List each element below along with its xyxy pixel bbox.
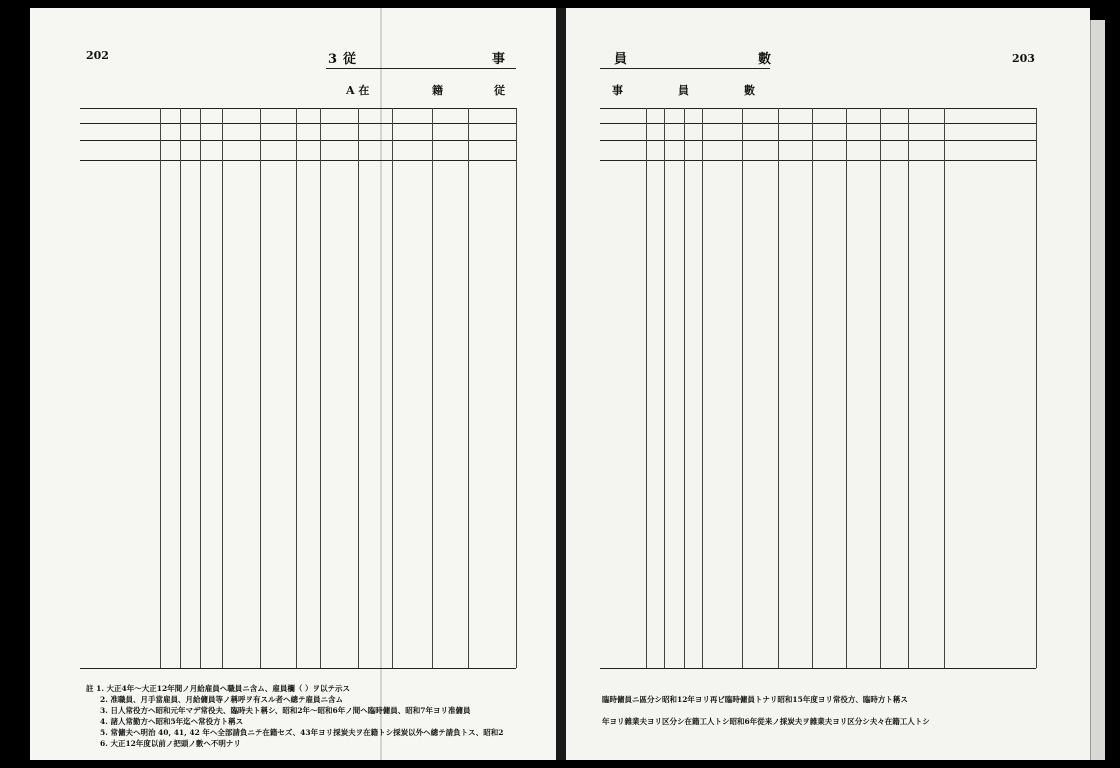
left-col-line-0: [160, 108, 161, 668]
right-col-line-11: [1036, 108, 1037, 668]
left-header-rule-0: [80, 108, 516, 109]
left-col-line-9: [432, 108, 433, 668]
right-col-line-5: [778, 108, 779, 668]
left-page: [30, 8, 556, 760]
left-subtitle-2: 籍: [432, 84, 443, 97]
right-subtitle-1: 事: [612, 84, 623, 97]
left-col-line-10: [468, 108, 469, 668]
right-title-char-2: 數: [758, 52, 773, 67]
page-edge: [1090, 20, 1105, 760]
left-col-line-11: [516, 108, 517, 668]
right-col-line-3: [702, 108, 703, 668]
scan-artifact-line: [380, 8, 382, 760]
right-title-char-1: 員: [614, 52, 629, 67]
right-col-line-2: [684, 108, 685, 668]
left-title-char-1: 従: [343, 52, 358, 67]
left-title-char-2: 事: [492, 52, 507, 67]
right-col-line-7: [846, 108, 847, 668]
left-col-line-2: [200, 108, 201, 668]
left-bottom-rule: [80, 668, 516, 669]
left-subtitle-1: A 在: [346, 84, 370, 97]
right-col-line-6: [812, 108, 813, 668]
left-note-4: 4. 諸人常勤方ヘ昭和5年迄ヘ常役方ト稱ス: [100, 717, 244, 726]
left-col-line-5: [296, 108, 297, 668]
right-page-number: 203: [1012, 52, 1035, 65]
left-note-6: 6. 大正12年度以前ノ把頭ノ數ヘ不明ナリ: [100, 739, 241, 748]
right-header-rule-2: [600, 140, 1036, 141]
left-header-rule-2: [80, 140, 516, 141]
right-col-line-1: [664, 108, 665, 668]
left-subtitle-3: 従: [494, 84, 505, 97]
left-note-1: 註 1. 大正4年～大正12年間ノ月給雇員ヘ職員ニ含ム、雇員欄（ ）ヲ以テ示ス: [86, 684, 351, 693]
right-header-rule-3: [600, 160, 1036, 161]
right-page: [566, 8, 1090, 760]
right-note-2: 年ヨリ雜業夫ヨリ区分シ在籍工人トシ昭和6年從来ノ採炭夫ヲ雜業夫ヨリ区分シ夫々在籍工人トシ: [602, 717, 930, 726]
left-page-number: 202: [86, 49, 109, 62]
right-header-rule-1: [600, 123, 1036, 124]
left-note-3: 3. 日人常役方ヘ昭和元年マデ常役夫、臨時夫ト稱シ、昭和2年～昭和6年ノ間ヘ臨時傭員、昭和7年ヨリ准傭員: [100, 706, 471, 715]
right-note-1: 臨時傭員ニ區分シ昭和12年ヨリ再ビ臨時傭員トナリ昭和15年度ヨリ常役方、臨時方ト稱ス: [602, 695, 908, 704]
right-subtitle-2: 員: [678, 84, 689, 97]
left-section-number: 3: [328, 52, 339, 67]
left-col-line-6: [320, 108, 321, 668]
left-note-5: 5. 常傭夫ヘ明治 40, 41, 42 年ヘ全部請負ニテ在籍セズ、43年ヨリ採炭夫ヲ在籍トシ採炭以外ヘ總テ請負トス、昭和2: [100, 728, 504, 737]
right-col-line-4: [742, 108, 743, 668]
left-col-line-7: [358, 108, 359, 668]
right-title-underline: [600, 68, 770, 69]
book-spine: [556, 8, 566, 760]
left-col-line-8: [392, 108, 393, 668]
left-col-line-4: [260, 108, 261, 668]
left-note-2: 2. 准職員、月手當雇員、月給傭員等ノ稱呼ヲ有スル者ヘ總テ雇員ニ含ム: [100, 695, 343, 704]
right-col-line-0: [646, 108, 647, 668]
left-header-rule-1: [80, 123, 516, 124]
right-subtitle-3: 數: [744, 84, 755, 97]
left-title-underline: [326, 68, 516, 69]
left-col-line-1: [180, 108, 181, 668]
right-bottom-rule: [600, 668, 1036, 669]
right-col-line-8: [880, 108, 881, 668]
right-col-line-9: [908, 108, 909, 668]
left-header-rule-3: [80, 160, 516, 161]
left-col-line-3: [222, 108, 223, 668]
right-header-rule-0: [600, 108, 1036, 109]
right-col-line-10: [944, 108, 945, 668]
